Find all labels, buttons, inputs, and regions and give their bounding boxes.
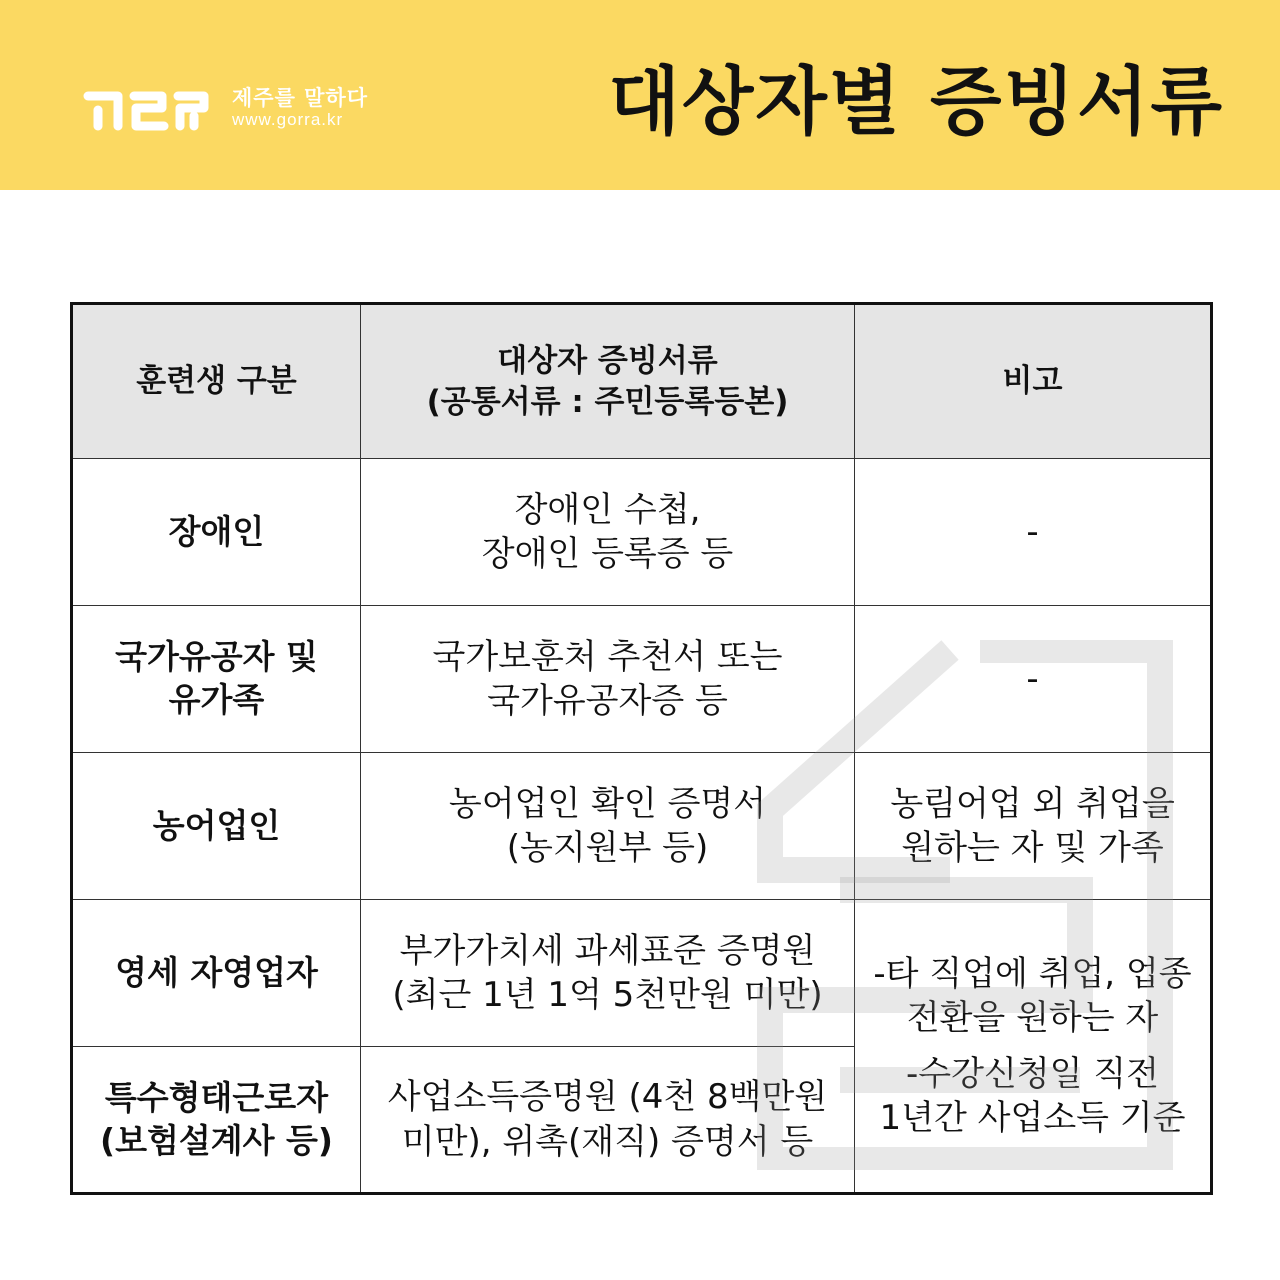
header-trainee-type: 훈련생 구분 xyxy=(72,304,361,459)
row-type-cell xyxy=(72,900,361,1047)
documents-table xyxy=(70,302,1213,1195)
table-row xyxy=(72,900,1212,1047)
merged-note-block xyxy=(863,952,1202,1040)
row-type-text: 국가유공자 및 xyxy=(115,637,318,677)
row-docs-cell xyxy=(361,1047,855,1194)
row-type-text: 영세 자영업자 xyxy=(115,952,318,992)
row-docs-cell xyxy=(361,459,855,606)
row-docs-text: 국가보훈처 추천서 또는 xyxy=(432,636,783,677)
row-note-cell xyxy=(855,606,1212,753)
brand-text xyxy=(232,86,368,130)
header-banner xyxy=(0,0,1280,190)
merged-note-cell xyxy=(855,900,1212,1194)
row-type-cell xyxy=(72,459,361,606)
row-docs-text: 장애인 수첩, xyxy=(514,489,701,530)
row-docs-cell xyxy=(361,900,855,1047)
row-note-text: - xyxy=(1026,511,1039,552)
row-type-text: 유가족 xyxy=(168,680,265,719)
row-note-text: - xyxy=(1026,658,1039,699)
header-documents-note: (공통서류 : 주민등록등본) xyxy=(426,383,789,420)
row-type-cell xyxy=(72,753,361,900)
row-docs-text: 부가가치세 과세표준 증명원 xyxy=(399,930,816,971)
row-type-cell xyxy=(72,1047,361,1194)
row-type-text: (보험설계사 등) xyxy=(100,1120,333,1160)
row-type-text: 특수형태근로자 xyxy=(104,1077,329,1117)
documents-table-container xyxy=(70,302,1210,1187)
header-remarks: 비고 xyxy=(855,304,1212,459)
row-docs-text: 사업소득증명원 (4천 8백만원 xyxy=(387,1077,828,1118)
row-docs-cell xyxy=(361,606,855,753)
row-docs-text: (최근 1년 1억 5천만원 미만) xyxy=(392,975,823,1015)
row-docs-text: 국가유공자증 등 xyxy=(487,681,728,721)
row-note-cell xyxy=(855,459,1212,606)
row-docs-cell xyxy=(361,753,855,900)
gorra-logo-icon xyxy=(82,82,222,134)
brand-logo[interactable] xyxy=(82,82,368,134)
table-row xyxy=(72,606,1212,753)
table-row xyxy=(72,459,1212,606)
table-row xyxy=(72,753,1212,900)
row-note-text: 농림어업 외 취업을 xyxy=(890,783,1175,824)
header-documents xyxy=(361,304,855,459)
row-note-text: 원하는 자 및 가족 xyxy=(901,828,1164,868)
row-docs-text: 농어업인 확인 증명서 xyxy=(448,783,767,824)
brand-tagline: 제주를 말하다 xyxy=(232,86,369,111)
page-title: 대상자별 증빙서류 xyxy=(608,59,1224,145)
row-docs-text: 미만), 위촉(재직) 증명서 등 xyxy=(401,1121,814,1162)
merged-note-text: -타 직업에 취업, 업종 xyxy=(873,953,1192,994)
row-type-text: 장애인 xyxy=(168,511,265,551)
row-docs-text: (농지원부 등) xyxy=(506,828,709,868)
header-documents-line: 대상자 증빙서류 xyxy=(497,343,718,380)
merged-note-text: 1년간 사업소득 기준 xyxy=(879,1098,1186,1139)
brand-url[interactable]: www.gorra.kr xyxy=(232,110,344,130)
merged-note-text: 전환을 원하는 자 xyxy=(906,997,1159,1038)
row-docs-text: 장애인 등록증 등 xyxy=(481,534,734,574)
merged-note-block xyxy=(863,1052,1202,1140)
merged-note-text: -수강신청일 직전 xyxy=(906,1054,1159,1094)
table-header-row xyxy=(72,304,1212,459)
row-note-cell xyxy=(855,753,1212,900)
row-type-text: 농어업인 xyxy=(152,805,281,845)
row-type-cell xyxy=(72,606,361,753)
